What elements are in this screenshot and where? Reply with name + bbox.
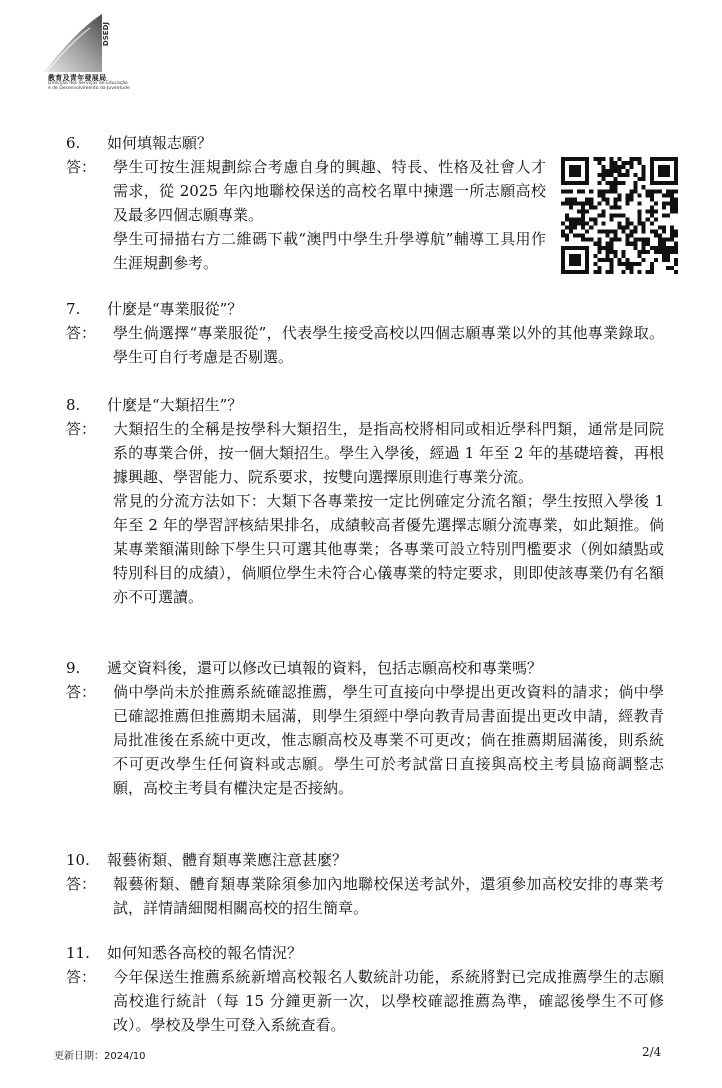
org-name-pt-line2: e de Desenvolvimento da Juventude xyxy=(48,86,130,92)
faq-answer-row xyxy=(66,155,664,275)
faq-number: 8. xyxy=(66,396,81,414)
qr-module xyxy=(666,238,670,242)
qr-module xyxy=(674,157,678,161)
qr-module xyxy=(674,205,678,209)
answer-paragraph: 常見的分流方法如下：大類下各專業按一定比例確定分流名額；學生按照入學後 1 年至 2 年的學習評核結果排名，成績較高者優先選擇志願分流專業，如此類推。倘某專業額滿則餘下學生只可選其他專業；各專業可設立特別門檻要求（例如績點或特別科目的成績），倘順位學生未符合心儀專業的特定要求，則即使該專業仍有名額亦不可選讀。 xyxy=(113,492,664,606)
logo-mark: DSEDJ xyxy=(102,22,110,47)
qr-module xyxy=(670,197,674,201)
qr-module xyxy=(670,181,674,185)
faq-item-6 xyxy=(66,131,664,275)
qr-module xyxy=(666,173,670,177)
qr-module xyxy=(666,213,670,217)
qr-module xyxy=(674,262,678,266)
faq-question-row xyxy=(66,848,664,872)
qr-module xyxy=(666,258,670,262)
faq-number: 10. xyxy=(66,851,90,869)
answer-paragraph: 今年保送生推薦系統新增高校報名人數統計功能，系統將對已完成推薦學生的志願高校進行統計（每 15 分鐘更新一次，以學校確認推薦為準，確認後學生不可修改）。學校及學生可登入系統查看。 xyxy=(113,968,664,1034)
answer-label: 答： xyxy=(66,875,97,893)
qr-module xyxy=(666,165,670,169)
qr-module xyxy=(670,238,674,242)
faq-question: 什麼是“專業服從”？ xyxy=(107,300,243,318)
qr-module xyxy=(666,181,670,185)
qr-module xyxy=(670,201,674,205)
faq-item-11 xyxy=(66,941,664,1037)
faq-answer-row xyxy=(66,417,664,609)
qr-module xyxy=(674,177,678,181)
faq-question-row xyxy=(66,131,664,155)
faq-number: 7. xyxy=(66,300,81,318)
qr-module xyxy=(670,157,674,161)
answer-label: 答： xyxy=(66,420,97,438)
answer-paragraph: 學生倘選擇“專業服從”，代表學生接受高校以四個志願專業以外的其他專業錄取。學生可自行考慮是否剔選。 xyxy=(113,324,664,366)
answer-paragraph: 學生可按生涯規劃綜合考慮自身的興趣、特長、性格及社會人才需求，從 2025 年內地聯校保送的高校名單中揀選一所志願高校及最多四個志願專業。 xyxy=(113,158,546,224)
qr-module xyxy=(674,165,678,169)
qr-module xyxy=(670,226,674,230)
qr-module xyxy=(670,205,674,209)
faq-answer xyxy=(113,155,664,275)
org-logo xyxy=(44,12,130,98)
qr-module xyxy=(674,246,678,250)
org-name xyxy=(48,75,130,92)
qr-module xyxy=(674,258,678,262)
answer-label: 答： xyxy=(66,324,97,342)
qr-module xyxy=(666,254,670,258)
qr-module xyxy=(674,209,678,213)
qr-module xyxy=(674,250,678,254)
qr-module xyxy=(674,230,678,234)
qr-module xyxy=(674,169,678,173)
qr-module xyxy=(670,193,674,197)
answer-paragraph: 學生可掃描右方二維碼下載“澳門中學生升學導航”輔導工具用作生涯規劃參考。 xyxy=(113,230,546,272)
faq-answer xyxy=(113,417,664,609)
answer-paragraph: 大類招生的全稱是按學科大類招生，是指高校將相同或相近學科門類，通常是同院系的專業合併，按一個大類招生。學生入學後，經過 1 年至 2 年的基礎培養，再根據興趣、學習能力、院系要求，按雙向選擇原則進行專業分流。 xyxy=(113,420,664,486)
qr-module xyxy=(670,230,674,234)
faq-answer xyxy=(113,872,664,920)
qr-module xyxy=(674,242,678,246)
faq-answer xyxy=(113,680,664,800)
faq-question-row xyxy=(66,393,664,417)
faq-number: 11. xyxy=(66,944,90,962)
qr-module xyxy=(670,246,674,250)
answer-paragraph: 報藝術類、體育類專業除須參加內地聯校保送考試外，還須參加高校安排的專業考試，詳情請細閱相關高校的招生簡章。 xyxy=(113,875,664,917)
answer-label: 答： xyxy=(66,158,97,176)
qr-module xyxy=(670,234,674,238)
answer-label: 答： xyxy=(66,968,97,986)
qr-module xyxy=(666,193,670,197)
faq-question: 如何填報志願？ xyxy=(107,134,213,152)
faq-answer-row xyxy=(66,965,664,1037)
qr-module xyxy=(666,266,670,270)
faq-question-row xyxy=(66,297,664,321)
qr-module xyxy=(666,169,670,173)
qr-module xyxy=(666,246,670,250)
qr-module xyxy=(674,189,678,193)
org-name-pt-line1: Direcção dos Serviços de Educação xyxy=(48,81,128,87)
qr-module xyxy=(674,197,678,201)
faq-item-9 xyxy=(66,656,664,800)
faq-answer-row xyxy=(66,321,664,369)
qr-module xyxy=(670,189,674,193)
qr-module xyxy=(670,209,674,213)
qr-module xyxy=(674,181,678,185)
faq-answer-row xyxy=(66,872,664,920)
answer-paragraph: 倘中學尚未於推薦系統確認推薦，學生可直接向中學提出更改資料的請求；倘中學已確認推薦但推薦期未屆滿，則學生須經中學向教青局書面提出更改申請，經教青局批准後在系統中更改，惟志願高校及專業不可更改；倘在推薦期屆滿後，則系統不可更改學生任何資料或志願。學生可於考試當日直接與高校主考員協商調整志願，高校主考員有權決定是否接納。 xyxy=(113,683,664,797)
update-date: 更新日期：2024/10 xyxy=(54,1051,146,1062)
qr-module xyxy=(674,201,678,205)
faq-question-row xyxy=(66,656,664,680)
faq-number: 6. xyxy=(66,134,81,152)
faq-answer xyxy=(113,321,664,369)
faq-question: 遞交資料後，還可以修改已填報的資料，包括志願高校和專業嗎？ xyxy=(107,659,543,677)
qr-module xyxy=(666,189,670,193)
qr-module xyxy=(666,157,670,161)
faq-answer-row xyxy=(66,680,664,800)
faq-question-row xyxy=(66,941,664,965)
qr-module xyxy=(674,161,678,165)
faq-item-10 xyxy=(66,848,664,920)
faq-item-8 xyxy=(66,393,664,609)
qr-module xyxy=(674,270,678,274)
faq-number: 9. xyxy=(66,659,81,677)
faq-question: 如何知悉各高校的報名情況？ xyxy=(107,944,303,962)
qr-module xyxy=(670,266,674,270)
qr-module xyxy=(666,250,670,254)
answer-label: 答： xyxy=(66,683,97,701)
qr-module xyxy=(670,250,674,254)
faq-item-7 xyxy=(66,297,664,369)
faq-question: 什麼是“大類招生”？ xyxy=(107,396,243,414)
qr-module xyxy=(674,173,678,177)
faq-answer xyxy=(113,965,664,1037)
page-number: 2/4 xyxy=(642,1045,662,1059)
qr-module xyxy=(666,201,670,205)
faq-question: 報藝術類、體育類專業應注意甚麼？ xyxy=(107,851,348,869)
qr-module xyxy=(674,234,678,238)
dsedj-logo-icon xyxy=(44,12,104,74)
org-name-cn: 教育及青年發展局 xyxy=(48,74,107,82)
